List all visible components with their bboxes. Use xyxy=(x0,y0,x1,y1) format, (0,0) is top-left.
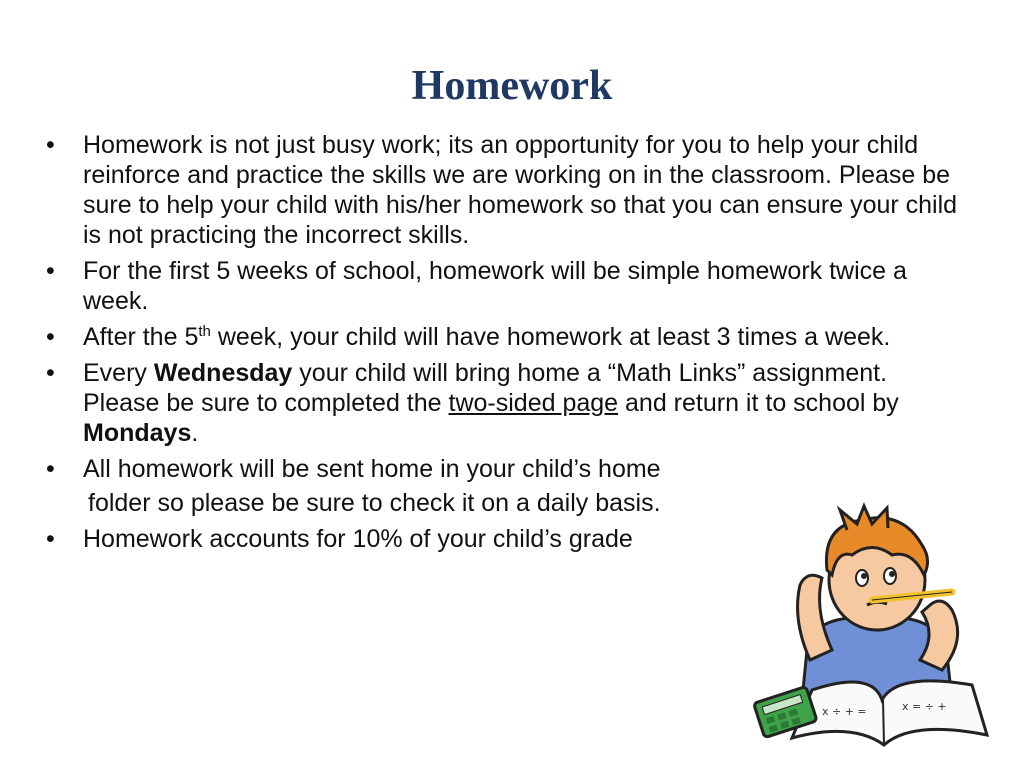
bullet-text: For the first 5 weeks of school, homework will be simple homework twice a week. xyxy=(83,257,907,315)
bullet-dot: • xyxy=(46,323,55,351)
svg-text:x ÷ + =: x ÷ + = xyxy=(822,705,867,718)
list-item xyxy=(44,322,964,352)
bullet-text-part: and return it to school by xyxy=(618,389,899,417)
bullet-dot: • xyxy=(46,257,55,285)
bold-day-mondays: Mondays xyxy=(83,419,192,447)
bold-day-wednesday: Wednesday xyxy=(153,359,293,387)
svg-text:x = ÷ +: x = ÷ + xyxy=(902,700,947,713)
list-item xyxy=(44,454,964,484)
bullet-text-part: your child will bring home a “Math Links” assignment. Please be sure to completed the xyxy=(83,359,888,417)
bullet-text-part: Every xyxy=(83,359,154,387)
bullet-text-part: . xyxy=(191,419,199,447)
list-item xyxy=(44,130,964,250)
bullet-list xyxy=(44,130,964,560)
list-item xyxy=(44,256,964,316)
list-item xyxy=(44,358,964,448)
bullet-text: Homework is not just busy work; its an opportunity for you to help your child reinforce and practice the skills we are working on in the classroom. Please be sure to help your child with his/her homework so that you can ensure your child is not practicing the incorrect skills. xyxy=(83,131,958,249)
bullet-text: Homework accounts for 10% of your child’s grade xyxy=(83,525,633,553)
superscript: th xyxy=(198,323,211,340)
bullet-text: folder so please be sure to check it on a daily basis. xyxy=(88,489,661,517)
bullet-text: All homework will be sent home in your child’s home xyxy=(83,455,661,483)
underlined-two-sided-page: two-sided page xyxy=(448,389,619,417)
bullet-text-part: After the 5 xyxy=(83,323,199,351)
bullet-dot: • xyxy=(46,455,55,483)
bullet-dot: • xyxy=(46,359,55,387)
bullet-dot: • xyxy=(46,525,55,553)
bullet-dot: • xyxy=(46,131,55,159)
boy-doing-homework-clipart-icon xyxy=(752,500,1002,750)
slide-title: Homework xyxy=(411,63,613,109)
bullet-text-part: week, your child will have homework at least 3 times a week. xyxy=(210,323,891,351)
